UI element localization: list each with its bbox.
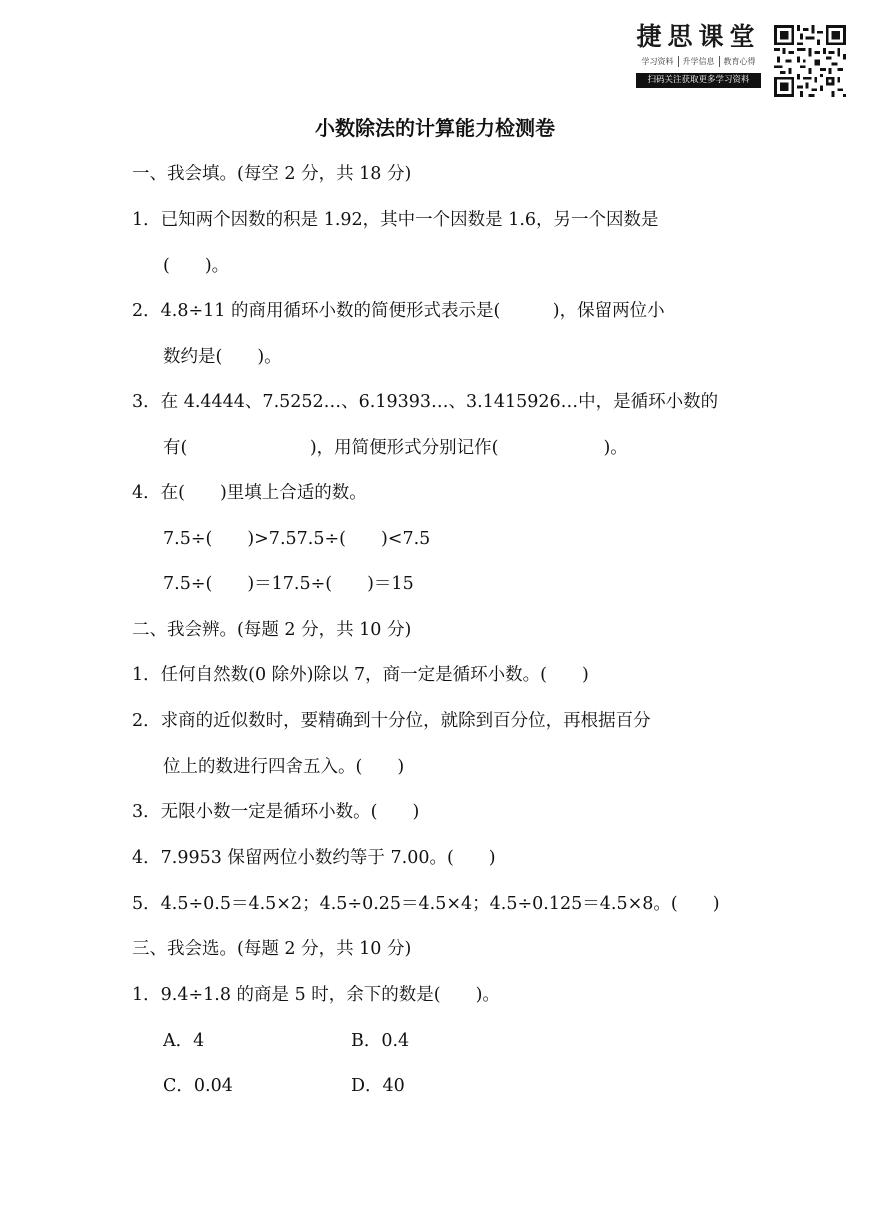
question-fill-2-cont: 数约是( )。 [163,347,282,367]
section-1-heading: 一、我会填。(每空 2 分，共 18 分) [132,164,412,184]
question-judge-3: 3．无限小数一定是循环小数。( ) [132,802,420,822]
brand-tag: 升学信息 [678,56,715,67]
brand-tags [636,56,761,67]
option-c: C．0.04 [163,1076,233,1096]
question-judge-1: 1．任何自然数(0 除外)除以 7，商一定是循环小数。( ) [132,665,589,685]
option-b: B．0.4 [351,1031,410,1051]
question-judge-2: 2．求商的近似数时，要精确到十分位，就除到百分位，再根据百分 [132,711,651,731]
question-judge-5: 5．4.5÷0.5＝4.5×2；4.5÷0.25＝4.5×4；4.5÷0.125＝4.5×8。( ) [132,894,720,914]
question-fill-1-cont: ( )。 [163,256,230,276]
option-d: D．40 [351,1076,405,1096]
question-choice-1: 1．9.4÷1.8 的商是 5 时，余下的数是( )。 [132,985,500,1005]
section-3-heading: 三、我会选。(每题 2 分，共 10 分) [132,939,412,959]
brand-tag: 教育心得 [719,56,756,67]
brand-tag: 学习资料 [641,57,674,66]
section-2-heading: 二、我会辨。(每题 2 分，共 10 分) [132,620,412,640]
brand-slogan: 扫码关注获取更多学习资料 [636,73,761,88]
brand-block [636,22,761,88]
brand-name: 捷思课堂 [636,22,761,51]
question-fill-2: 2．4.8÷11 的商用循环小数的简便形式表示是( )，保留两位小 [132,301,665,321]
question-fill-1: 1．已知两个因数的积是 1.92，其中一个因数是 1.6，另一个因数是 [132,210,659,230]
option-a: A．4 [163,1031,205,1051]
page-title: 小数除法的计算能力检测卷 [315,116,555,140]
question-fill-3: 3．在 4.4444、7.5252…、6.19393…、3.1415926…中，是循环小数的 [132,392,719,412]
question-fill-4: 4．在( )里填上合适的数。 [132,483,367,503]
question-fill-4-row1: 7.5÷( )>7.57.5÷( )<7.5 [163,529,431,549]
question-judge-4: 4．7.9953 保留两位小数约等于 7.00。( ) [132,848,496,868]
question-fill-4-row2: 7.5÷( )＝17.5÷( )＝15 [163,574,414,594]
question-fill-3-cont: 有( )，用简便形式分别记作( )。 [163,438,628,458]
question-judge-2-cont: 位上的数进行四舍五入。( ) [163,757,405,777]
qr-code-icon[interactable] [774,25,846,97]
